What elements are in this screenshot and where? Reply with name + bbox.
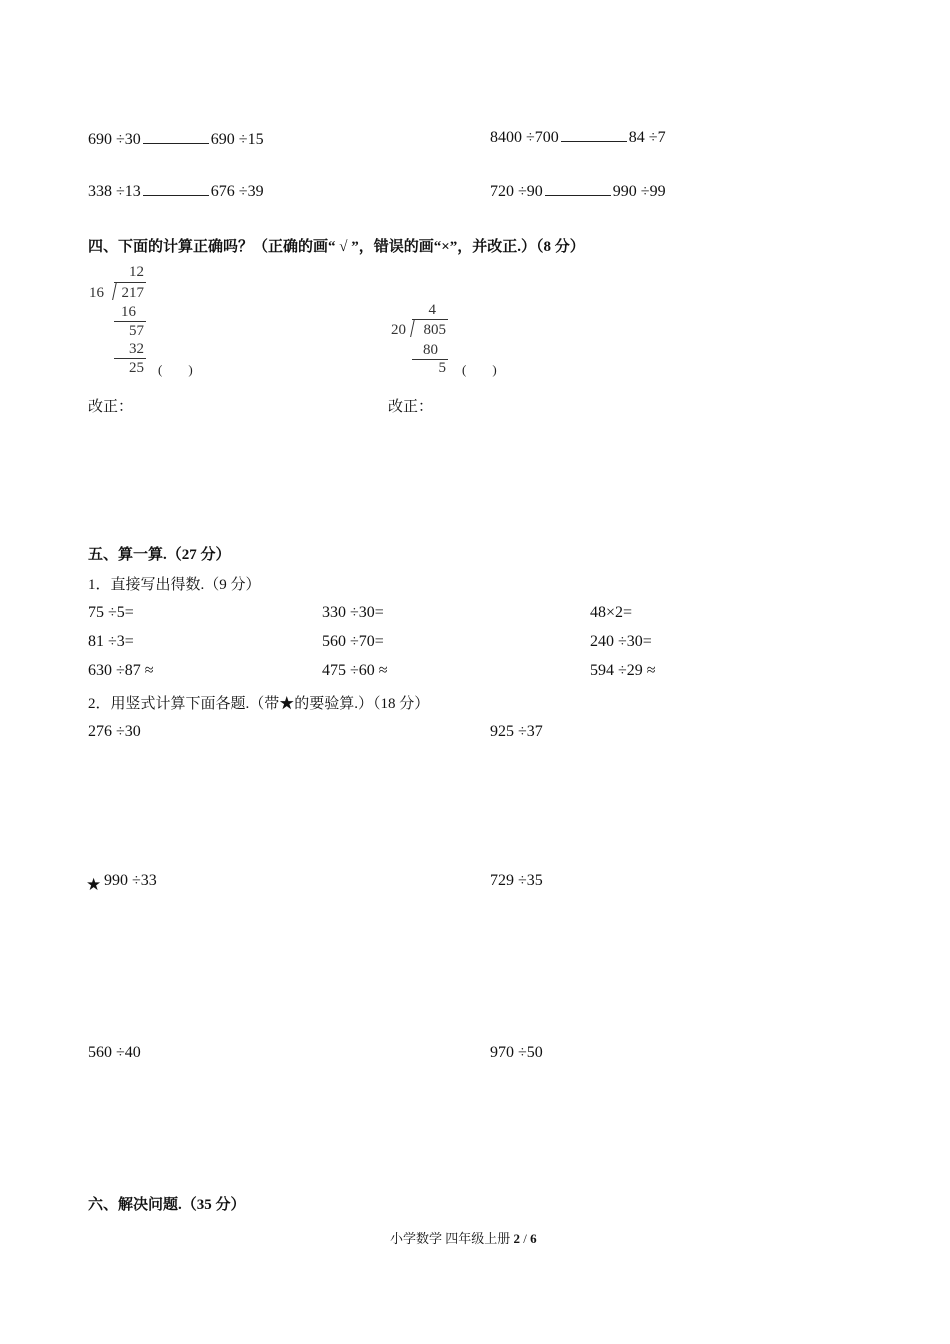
answer-parentheses[interactable]: ( ) (462, 362, 497, 377)
division-bar (412, 319, 448, 320)
quotient: 12 (129, 264, 144, 280)
oral-question: 594 ÷29 ≈ (590, 662, 656, 679)
remainder: 25 (129, 360, 144, 376)
q1-title: 1．直接写出得数.（9 分） (88, 577, 261, 593)
page-separator: / (520, 1231, 531, 1246)
oral-question: 240 ÷30= (590, 633, 652, 650)
subtract-line (114, 321, 146, 322)
compare-row2-right (490, 181, 666, 201)
expr: 690 ÷15 (210, 131, 264, 148)
answer-blank[interactable] (143, 129, 209, 144)
compare-row2-left (88, 181, 264, 201)
dividend: 217 (121, 285, 144, 301)
footer-text: 小学数学 四年级上册 (390, 1231, 514, 1246)
dividend: 805 (423, 322, 446, 338)
answer-blank[interactable] (143, 181, 209, 196)
correction-label-2: 改正： (388, 399, 434, 415)
expr: 990 ÷99 (612, 183, 666, 200)
oral-question: 475 ÷60 ≈ (322, 662, 388, 679)
compare-row1-left (88, 129, 264, 149)
section4-heading: 四、下面的计算正确吗？（正确的画“ √ ”，错误的画“×”，并改正.）（8 分） (88, 239, 585, 255)
star-icon: ★ (86, 875, 102, 894)
oral-question: 330 ÷30= (322, 604, 384, 621)
division-bar (114, 282, 146, 283)
vertical-question: 276 ÷30 (88, 723, 141, 740)
vertical-question: 970 ÷50 (490, 1044, 543, 1061)
remainder: 5 (438, 360, 446, 376)
vertical-question: 925 ÷37 (490, 723, 543, 740)
oral-question: 560 ÷70= (322, 633, 384, 650)
vertical-question: 729 ÷35 (490, 872, 543, 889)
correction-label-1: 改正： (88, 399, 134, 415)
product-2: 32 (129, 341, 144, 357)
oral-question: 81 ÷3= (88, 633, 134, 650)
divisor: 16 (89, 285, 104, 301)
q2-title: 2．用竖式计算下面各题.（带★的要验算.）（18 分） (88, 696, 430, 712)
expr: 720 ÷90 (490, 183, 543, 200)
vertical-question: 560 ÷40 (88, 1044, 141, 1061)
product-1: 16 (121, 304, 136, 320)
remainder-1: 57 (129, 323, 144, 339)
oral-question: 75 ÷5= (88, 604, 134, 621)
expr: 8400 ÷700 (490, 129, 559, 146)
section5-heading: 五、算一算.（27 分） (88, 547, 231, 563)
compare-row1-right (490, 127, 666, 147)
answer-parentheses[interactable]: ( ) (158, 362, 193, 377)
answer-blank[interactable] (545, 181, 611, 196)
subtract-line (114, 358, 146, 359)
page-total: 6 (530, 1231, 537, 1246)
expr: 338 ÷13 (88, 183, 141, 200)
product-1: 80 (423, 342, 438, 358)
answer-blank[interactable] (561, 127, 627, 142)
quotient: 4 (428, 302, 436, 318)
oral-question: 48×2= (590, 604, 633, 621)
page-number: 2 (513, 1231, 521, 1246)
section6-heading: 六、解决问题.（35 分） (88, 1197, 246, 1213)
expr: 84 ÷7 (628, 129, 666, 146)
page-footer (390, 1231, 537, 1247)
expr: 676 ÷39 (210, 183, 264, 200)
divisor: 20 (391, 322, 406, 338)
expr: 690 ÷30 (88, 131, 141, 148)
oral-question: 630 ÷87 ≈ (88, 662, 154, 679)
vertical-question: 990 ÷33 (104, 872, 157, 889)
